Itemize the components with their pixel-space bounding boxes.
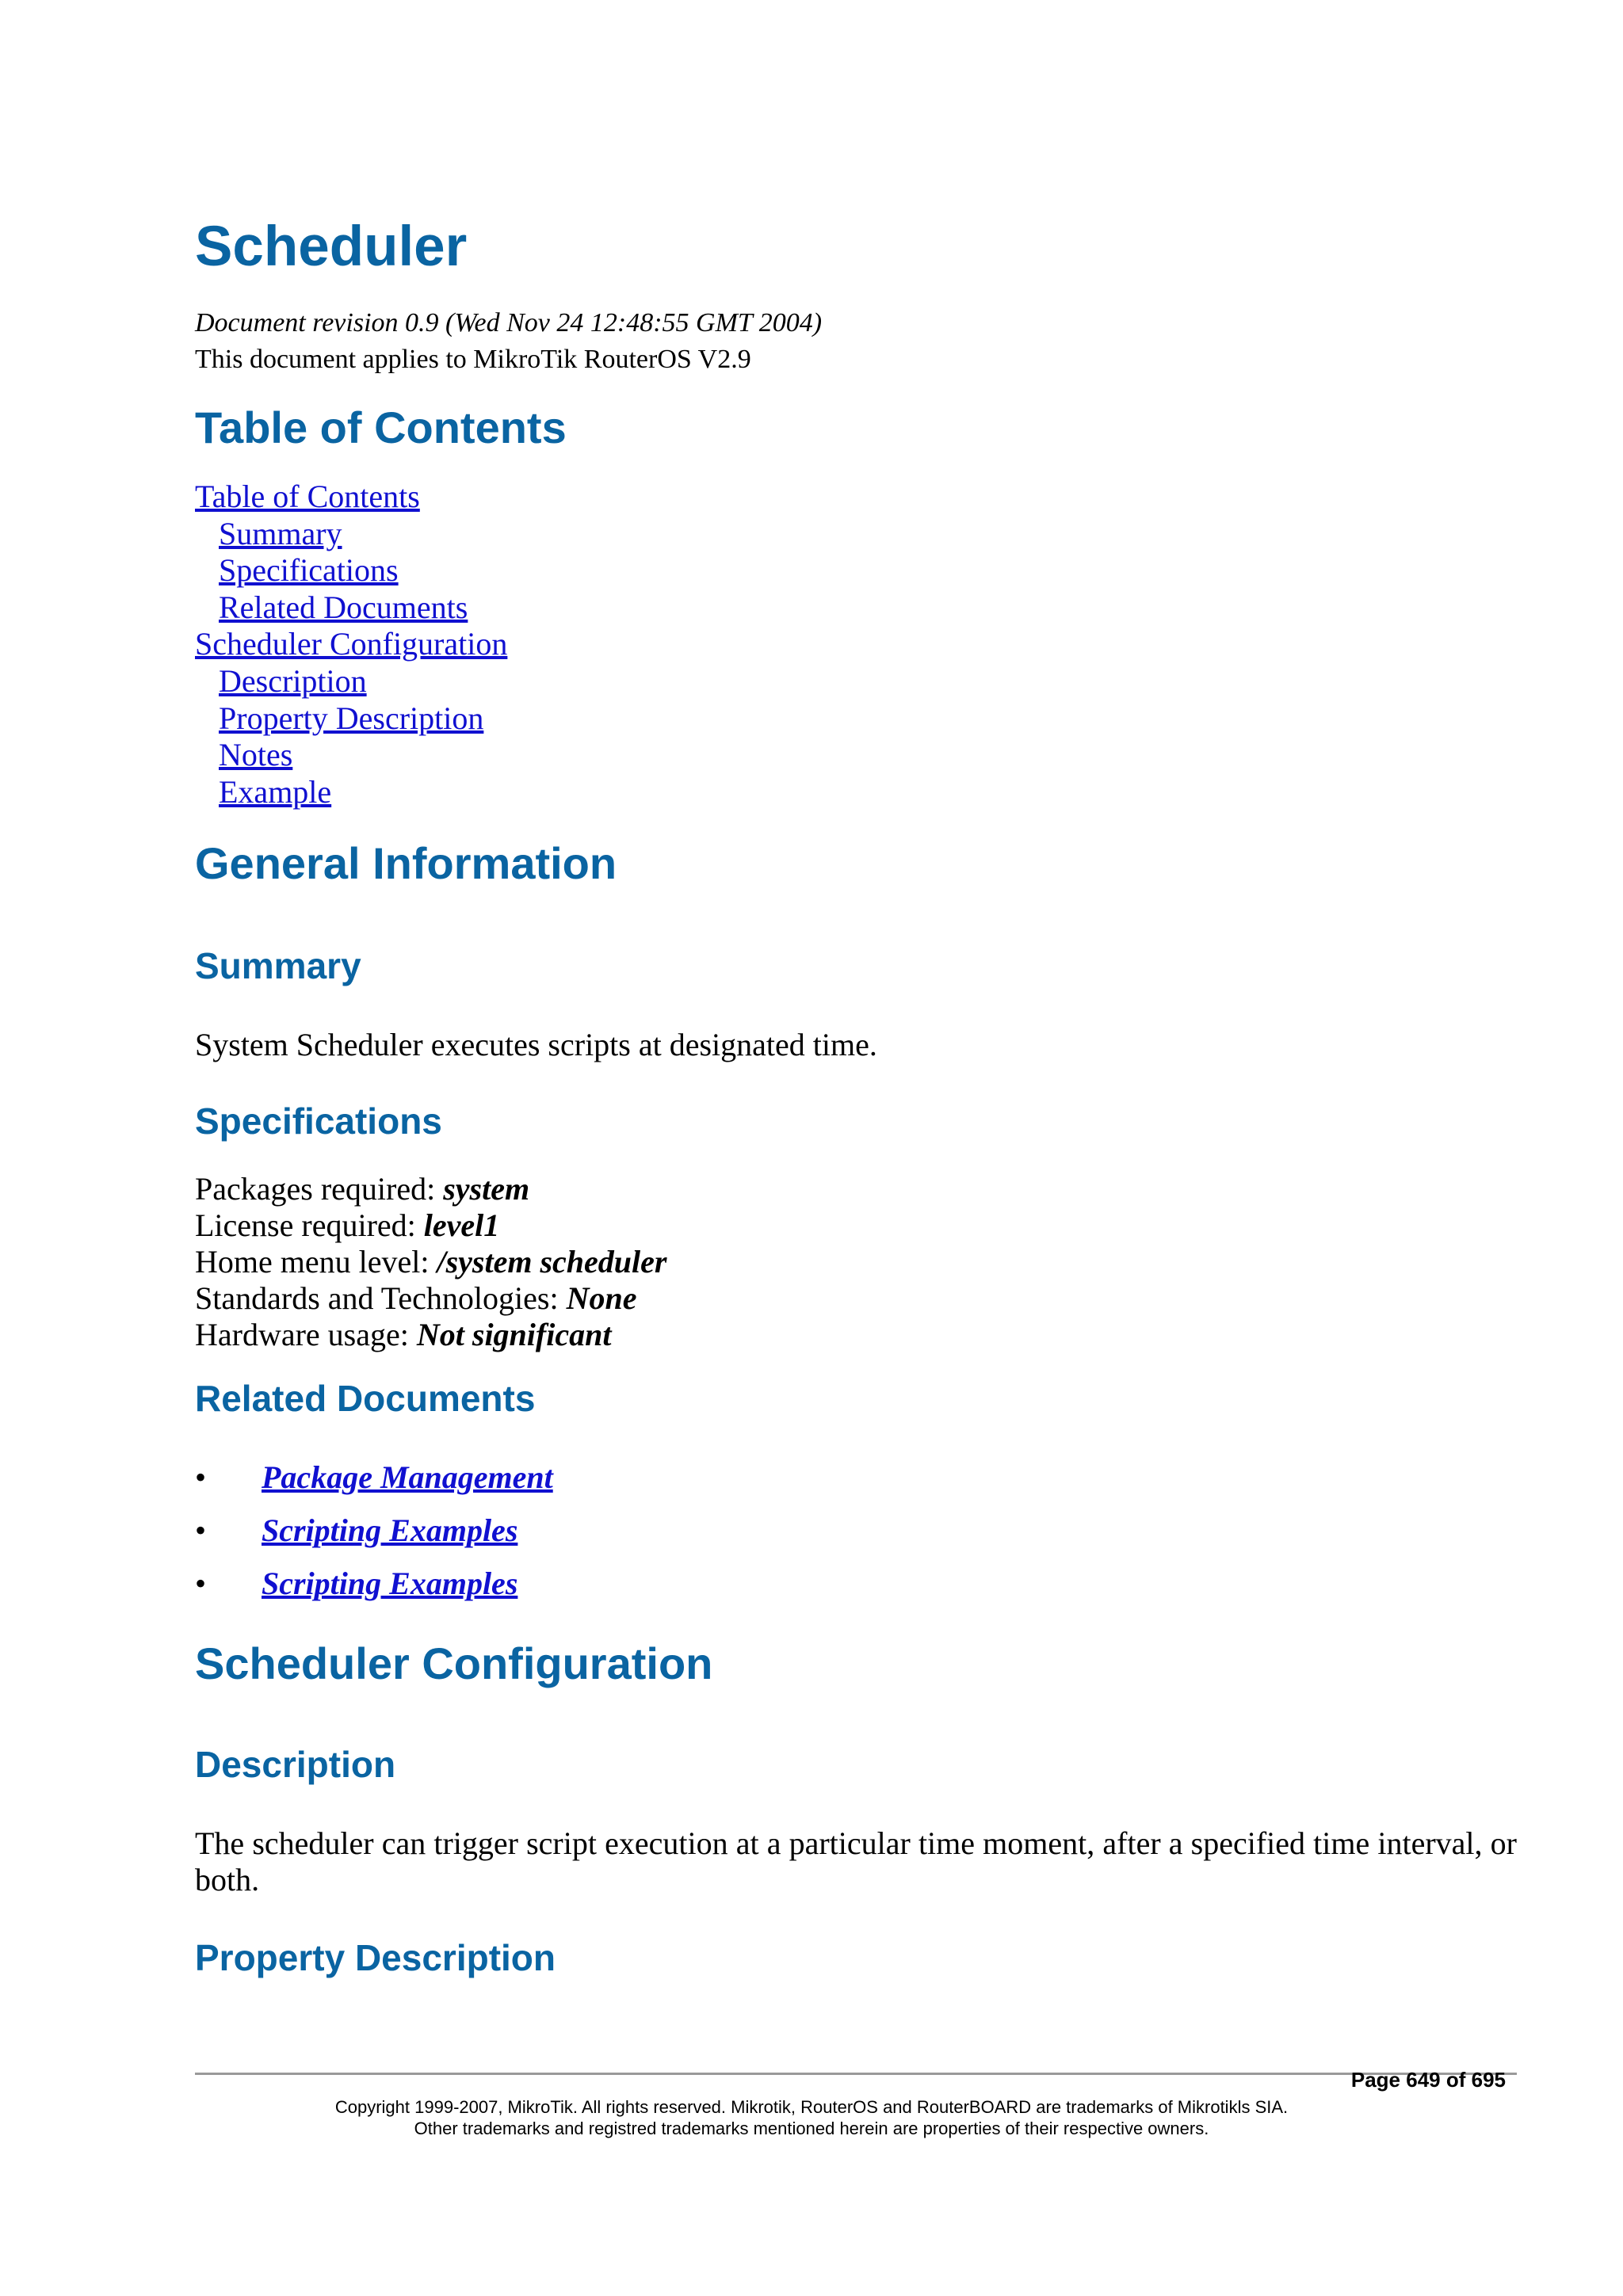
toc-heading: Table of Contents xyxy=(195,402,567,452)
document-revision: Document revision 0.9 (Wed Nov 24 12:48:55 GMT 2004) xyxy=(195,308,823,338)
toc-link-specifications[interactable]: Specifications xyxy=(219,552,399,589)
spec-standards: Standards and Technologies: None xyxy=(195,1280,637,1316)
toc-item xyxy=(195,663,507,700)
spec-license: License required: level1 xyxy=(195,1207,500,1243)
toc-item xyxy=(195,552,507,589)
specifications-heading: Specifications xyxy=(195,1100,442,1142)
spec-menu-level: Home menu level: /system scheduler xyxy=(195,1244,667,1280)
toc-item xyxy=(195,737,507,774)
copyright-line-1: Copyright 1999-2007, MikroTik. All rights reserved. Mikrotik, RouterOS and RouterBOARD are trademarks of Mikrotikls SIA. xyxy=(334,2097,1289,2117)
scheduler-configuration-heading: Scheduler Configuration xyxy=(195,1638,713,1688)
spec-hardware: Hardware usage: Not significant xyxy=(195,1317,612,1352)
summary-heading: Summary xyxy=(195,945,361,986)
toc-link-property-description[interactable]: Property Description xyxy=(219,700,484,736)
footer-copyright xyxy=(0,2096,1623,2139)
summary-text: System Scheduler executes scripts at designated time. xyxy=(195,1027,877,1062)
list-item xyxy=(195,1459,553,1496)
related-documents-heading: Related Documents xyxy=(195,1378,536,1419)
specifications-list xyxy=(195,1171,666,1353)
list-item xyxy=(195,1566,553,1602)
toc-link-related-documents[interactable]: Related Documents xyxy=(219,589,468,625)
description-heading: Description xyxy=(195,1744,396,1785)
page-title: Scheduler xyxy=(195,215,468,278)
related-link-scripting-examples[interactable]: Scripting Examples xyxy=(262,1512,518,1548)
related-link-package-management[interactable]: Package Management xyxy=(262,1459,553,1495)
toc-link-summary[interactable]: Summary xyxy=(219,515,342,551)
property-description-heading: Property Description xyxy=(195,1937,556,1978)
bullet: • xyxy=(195,1459,207,1495)
description-text: The scheduler can trigger script execution at a particular time moment, after a specified time interval, or both. xyxy=(195,1825,1517,1897)
toc-link-example[interactable]: Example xyxy=(219,773,332,810)
toc-link-notes[interactable]: Notes xyxy=(219,737,293,773)
bullet: • xyxy=(195,1512,207,1548)
related-link-scripting-examples-2[interactable]: Scripting Examples xyxy=(262,1566,518,1601)
page-number: Page 649 of 695 xyxy=(1350,2068,1506,2092)
toc-link-scheduler-configuration[interactable]: Scheduler Configuration xyxy=(195,626,508,662)
general-information-heading: General Information xyxy=(195,838,617,888)
list-item xyxy=(195,1512,553,1549)
toc-item xyxy=(195,700,507,738)
bullet: • xyxy=(195,1566,207,1601)
toc-item xyxy=(195,774,507,811)
copyright-line-2: Other trademarks and registred trademarks mentioned herein are properties of their respective owners. xyxy=(414,2119,1209,2138)
spec-packages: Packages required: system xyxy=(195,1171,530,1207)
toc-link-description[interactable]: Description xyxy=(219,662,367,699)
toc-item xyxy=(195,479,507,516)
toc-item xyxy=(195,589,507,627)
related-documents-list xyxy=(195,1459,553,1619)
toc-item xyxy=(195,516,507,553)
table-of-contents xyxy=(195,479,507,810)
document-applies: This document applies to MikroTik RouterOS V2.9 xyxy=(195,345,751,374)
toc-link-table-of-contents[interactable]: Table of Contents xyxy=(195,479,420,514)
toc-item xyxy=(195,626,507,663)
